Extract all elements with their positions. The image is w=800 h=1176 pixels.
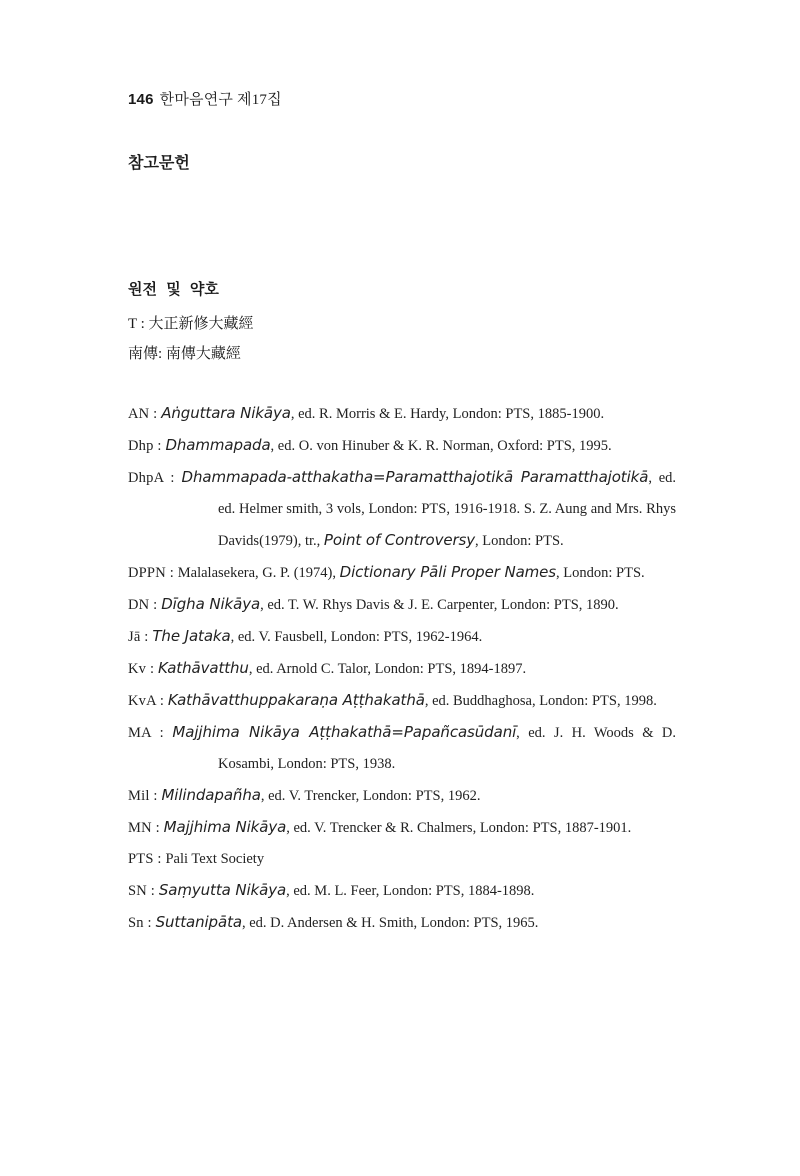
reference-details: , ed. O. von Hinuber & K. R. Norman, Oxford: PTS, 1995. <box>270 438 612 454</box>
reference-title: Kathāvatthu <box>158 659 249 677</box>
reference-abbr: Kv : <box>128 661 158 677</box>
reference-details: , ed. V. Fausbell, London: PTS, 1962-1964. <box>230 629 483 645</box>
reference-entry <box>128 621 676 653</box>
running-header <box>128 88 282 109</box>
reference-abbr: DhpA : <box>128 470 182 486</box>
reference-title: The Jataka <box>152 627 231 645</box>
reference-abbr: AN : <box>128 406 162 422</box>
reference-title: Kathāvatthuppakaraṇa Aṭṭhakathā <box>167 691 425 709</box>
reference-entry <box>128 717 676 780</box>
reference-abbr: Dhp : <box>128 438 166 454</box>
reference-details: , ed. Buddhaghosa, London: PTS, 1998. <box>424 693 657 709</box>
reference-abbr: MA : <box>128 725 173 741</box>
reference-abbr: PTS : <box>128 851 166 867</box>
subsection-title: 원전 및 약호 <box>128 280 219 298</box>
reference-title-2: Point of Controversy <box>323 531 476 549</box>
reference-list <box>128 398 676 939</box>
reference-entry <box>128 844 676 875</box>
reference-abbr: SN : <box>128 883 159 899</box>
reference-entry <box>128 685 676 717</box>
reference-abbr: MN : <box>128 820 164 836</box>
reference-entry <box>128 780 676 812</box>
reference-title: Aṅguttara Nikāya <box>161 404 291 422</box>
reference-details: , ed. ed. Helmer smith, 3 vols, London: PTS, 1916-1918. S. Z. Aung and Mrs. Rhys Davids(1979), tr., <box>218 470 676 549</box>
reference-details: , ed. V. Trencker, London: PTS, 1962. <box>260 788 481 804</box>
journal-title: 한마음연구 제17집 <box>159 92 282 108</box>
reference-author: Malalasekera, G. P. (1974), <box>177 565 340 581</box>
reference-entry <box>128 907 676 939</box>
reference-details: , ed. R. Morris & E. Hardy, London: PTS, 1885-1900. <box>290 406 605 422</box>
page-number: 146 <box>128 91 154 108</box>
reference-title: Milindapañha <box>161 786 261 804</box>
reference-abbr: Sn : <box>128 915 156 931</box>
reference-title: Dhammapada-atthakatha=Paramatthajotikā Paramatthajotikā <box>181 468 649 486</box>
reference-details: , ed. V. Trencker & R. Chalmers, London: PTS, 1887-1901. <box>286 820 632 836</box>
reference-title: Majjhima Nikāya Aṭṭhakathā=Papañcasūdanī <box>172 723 517 741</box>
reference-abbr: DPPN : <box>128 565 178 581</box>
reference-title: Dīgha Nikāya <box>161 595 261 613</box>
reference-entry <box>128 430 676 462</box>
reference-details: , ed. Arnold C. Talor, London: PTS, 1894-1897. <box>248 661 527 677</box>
reference-entry <box>128 557 676 589</box>
reference-title: Suttanipāta <box>155 913 242 931</box>
reference-entry <box>128 589 676 621</box>
reference-details-2: , London: PTS. <box>475 533 564 549</box>
reference-abbr: DN : <box>128 597 162 613</box>
reference-entry <box>128 653 676 685</box>
reference-details: , ed. T. W. Rhys Davis & J. E. Carpenter, London: PTS, 1890. <box>260 597 619 613</box>
reference-entry <box>128 812 676 844</box>
reference-details: , ed. M. L. Feer, London: PTS, 1884-1898. <box>286 883 535 899</box>
reference-entry <box>128 398 676 430</box>
reference-entry <box>128 462 676 557</box>
reference-details: , ed. J. H. Woods & D. Kosambi, London: PTS, 1938. <box>218 725 676 772</box>
reference-abbr: Mil : <box>128 788 162 804</box>
reference-title: Dhammapada <box>165 436 271 454</box>
reference-abbr: KvA : <box>128 693 168 709</box>
source-line: T : 大正新修大藏經 <box>128 316 254 332</box>
reference-entry <box>128 875 676 907</box>
source-line: 南傳: 南傳大藏經 <box>128 346 241 362</box>
reference-details: , ed. D. Andersen & H. Smith, London: PTS, 1965. <box>241 915 539 931</box>
reference-author: Pali Text Society <box>165 851 265 867</box>
reference-abbr: Jā : <box>128 629 153 645</box>
reference-title: Saṃyutta Nikāya <box>158 881 287 899</box>
reference-details-2: , London: PTS. <box>556 565 645 581</box>
reference-title: Majjhima Nikāya <box>163 818 287 836</box>
section-title: 참고문헌 <box>128 153 190 172</box>
reference-title-2: Dictionary Pāli Proper Names <box>339 563 557 581</box>
